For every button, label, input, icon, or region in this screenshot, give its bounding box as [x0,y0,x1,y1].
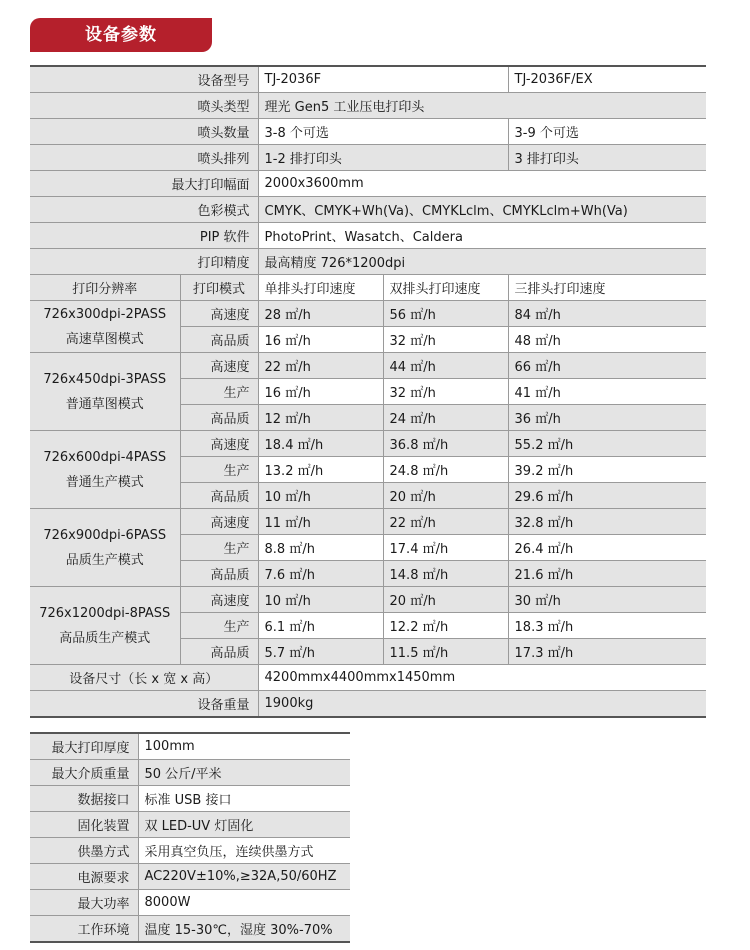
extra-spec-value: 双 LED-UV 灯固化 [138,812,350,838]
extra-spec-row [30,812,350,838]
spec-label: 喷头排列 [30,145,258,171]
print-mode-cell: 高品质 [180,639,258,665]
extra-spec-value: 温度 15-30℃，湿度 30%-70% [138,916,350,943]
speed-value-cell: 13.2 ㎡/h [258,457,383,483]
spec-row-head-count [30,119,706,145]
speed-value-cell: 8.8 ㎡/h [258,535,383,561]
speed-value-cell: 66 ㎡/h [508,353,706,379]
speed-row [30,587,706,613]
spec-value: 最高精度 726*1200dpi [258,249,706,275]
speed-value-cell: 22 ㎡/h [383,509,508,535]
extra-spec-label: 最大功率 [30,890,138,916]
speed-value-cell: 18.4 ㎡/h [258,431,383,457]
extra-spec-value: 50 公斤/平米 [138,760,350,786]
mode-name-label: 普通草图模式 [65,396,144,412]
speed-value-cell: 17.3 ㎡/h [508,639,706,665]
extra-spec-label: 最大打印厚度 [30,733,138,760]
speed-value-cell: 32.8 ㎡/h [508,509,706,535]
speed-value-cell: 10 ㎡/h [258,483,383,509]
speed-row [30,353,706,379]
spec-value: TJ-2036F [258,66,508,93]
speed-value-cell: 39.2 ㎡/h [508,457,706,483]
speed-row [30,301,706,327]
speed-value-cell: 32 ㎡/h [383,327,508,353]
print-mode-cell: 高品质 [180,561,258,587]
speed-value-cell: 84 ㎡/h [508,301,706,327]
print-mode-cell: 生产 [180,379,258,405]
print-mode-cell: 高品质 [180,483,258,509]
speed-value-cell: 44 ㎡/h [383,353,508,379]
spec-label: 打印精度 [30,249,258,275]
spec-value: TJ-2036F/EX [508,66,706,93]
spec-label: 色彩模式 [30,197,258,223]
extra-spec-label: 数据接口 [30,786,138,812]
mode-name-label: 普通生产模式 [65,474,144,490]
main-spec-table [30,65,706,718]
speed-value-cell: 36 ㎡/h [508,405,706,431]
header-triple-speed: 三排头打印速度 [508,275,706,301]
speed-value-cell: 16 ㎡/h [258,379,383,405]
extra-spec-row [30,760,350,786]
resolution-group-cell [30,431,180,509]
resolution-group-cell [30,587,180,665]
extra-spec-value: 标准 USB 接口 [138,786,350,812]
spec-value: 3-8 个可选 [258,119,508,145]
speed-value-cell: 28 ㎡/h [258,301,383,327]
section-title-tab [30,18,212,52]
spec-value: 1-2 排打印头 [258,145,508,171]
header-double-speed: 双排头打印速度 [383,275,508,301]
spec-value: 2000x3600mm [258,171,706,197]
spec-label: 喷头类型 [30,93,258,119]
spec-label: PIP 软件 [30,223,258,249]
resolution-group-cell [30,353,180,431]
speed-value-cell: 21.6 ㎡/h [508,561,706,587]
spec-value: 3 排打印头 [508,145,706,171]
spec-label: 设备型号 [30,66,258,93]
speed-value-cell: 36.8 ㎡/h [383,431,508,457]
spec-row-max-print-width [30,171,706,197]
mode-name-label: 高速草图模式 [65,331,144,347]
speed-value-cell: 11.5 ㎡/h [383,639,508,665]
section-title: 设备参数 [85,25,157,45]
header-mode: 打印模式 [180,275,258,301]
extra-spec-label: 固化装置 [30,812,138,838]
extra-spec-label: 电源要求 [30,864,138,890]
speed-value-cell: 41 ㎡/h [508,379,706,405]
print-mode-cell: 高品质 [180,327,258,353]
resolution-group-cell [30,301,180,353]
speed-row [30,431,706,457]
spec-value: PhotoPrint、Wasatch、Caldera [258,223,706,249]
speed-value-cell: 14.8 ㎡/h [383,561,508,587]
print-mode-cell: 高速度 [180,509,258,535]
spec-row-head-type [30,93,706,119]
resolution-label: 726x450dpi-3PASS [43,371,167,387]
speed-value-cell: 24 ㎡/h [383,405,508,431]
extra-spec-row [30,786,350,812]
speed-value-cell: 20 ㎡/h [383,587,508,613]
speed-value-cell: 12.2 ㎡/h [383,613,508,639]
spec-value: 理光 Gen5 工业压电打印头 [258,93,706,119]
extra-spec-value: 采用真空负压，连续供墨方式 [138,838,350,864]
header-single-speed: 单排头打印速度 [258,275,383,301]
speed-value-cell: 18.3 ㎡/h [508,613,706,639]
speed-value-cell: 7.6 ㎡/h [258,561,383,587]
extra-spec-row [30,890,350,916]
extra-spec-row [30,838,350,864]
spec-row-print-precision [30,249,706,275]
speed-value-cell: 11 ㎡/h [258,509,383,535]
print-mode-cell: 高速度 [180,301,258,327]
print-mode-cell: 生产 [180,535,258,561]
spec-value: 4200mmx4400mmx1450mm [258,665,706,691]
extra-spec-value: 8000W [138,890,350,916]
speed-value-cell: 26.4 ㎡/h [508,535,706,561]
spec-value: 3-9 个可选 [508,119,706,145]
speed-value-cell: 30 ㎡/h [508,587,706,613]
spec-label: 喷头数量 [30,119,258,145]
print-mode-cell: 高速度 [180,431,258,457]
mode-name-label: 高品质生产模式 [59,630,151,646]
spec-row-model [30,66,706,93]
speed-value-cell: 29.6 ㎡/h [508,483,706,509]
speed-value-cell: 55.2 ㎡/h [508,431,706,457]
speed-row [30,509,706,535]
speed-value-cell: 12 ㎡/h [258,405,383,431]
resolution-label: 726x900dpi-6PASS [43,527,167,543]
resolution-group-cell [30,509,180,587]
print-mode-cell: 生产 [180,613,258,639]
spec-label: 设备尺寸（长 x 宽 x 高） [30,665,258,691]
extra-spec-value: 100mm [138,733,350,760]
spec-row-size [30,665,706,691]
speed-table-header [30,275,706,301]
extra-spec-row [30,864,350,890]
speed-value-cell: 16 ㎡/h [258,327,383,353]
speed-value-cell: 5.7 ㎡/h [258,639,383,665]
spec-row-color-mode [30,197,706,223]
print-mode-cell: 高速度 [180,353,258,379]
resolution-label: 726x300dpi-2PASS [43,306,167,322]
extra-spec-label: 供墨方式 [30,838,138,864]
speed-value-cell: 10 ㎡/h [258,587,383,613]
print-mode-cell: 生产 [180,457,258,483]
speed-value-cell: 48 ㎡/h [508,327,706,353]
extra-spec-label: 工作环境 [30,916,138,943]
extra-spec-row [30,733,350,760]
extra-spec-value: AC220V±10%,≥32A,50/60HZ [138,864,350,890]
spec-row-pip-software [30,223,706,249]
spec-row-weight [30,691,706,718]
extra-spec-table [30,732,350,943]
header-resolution: 打印分辨率 [30,275,180,301]
spec-row-head-arrangement [30,145,706,171]
spec-value: 1900kg [258,691,706,718]
extra-spec-label: 最大介质重量 [30,760,138,786]
speed-value-cell: 6.1 ㎡/h [258,613,383,639]
speed-value-cell: 20 ㎡/h [383,483,508,509]
resolution-label: 726x600dpi-4PASS [43,449,167,465]
print-mode-cell: 高品质 [180,405,258,431]
speed-value-cell: 17.4 ㎡/h [383,535,508,561]
spec-label: 设备重量 [30,691,258,718]
spec-label: 最大打印幅面 [30,171,258,197]
extra-spec-row [30,916,350,943]
spec-value: CMYK、CMYK+Wh(Va)、CMYKLclm、CMYKLclm+Wh(Va) [258,197,706,223]
speed-value-cell: 22 ㎡/h [258,353,383,379]
speed-value-cell: 32 ㎡/h [383,379,508,405]
speed-value-cell: 24.8 ㎡/h [383,457,508,483]
resolution-label: 726x1200dpi-8PASS [39,605,171,621]
print-mode-cell: 高速度 [180,587,258,613]
mode-name-label: 品质生产模式 [65,552,144,568]
speed-value-cell: 56 ㎡/h [383,301,508,327]
